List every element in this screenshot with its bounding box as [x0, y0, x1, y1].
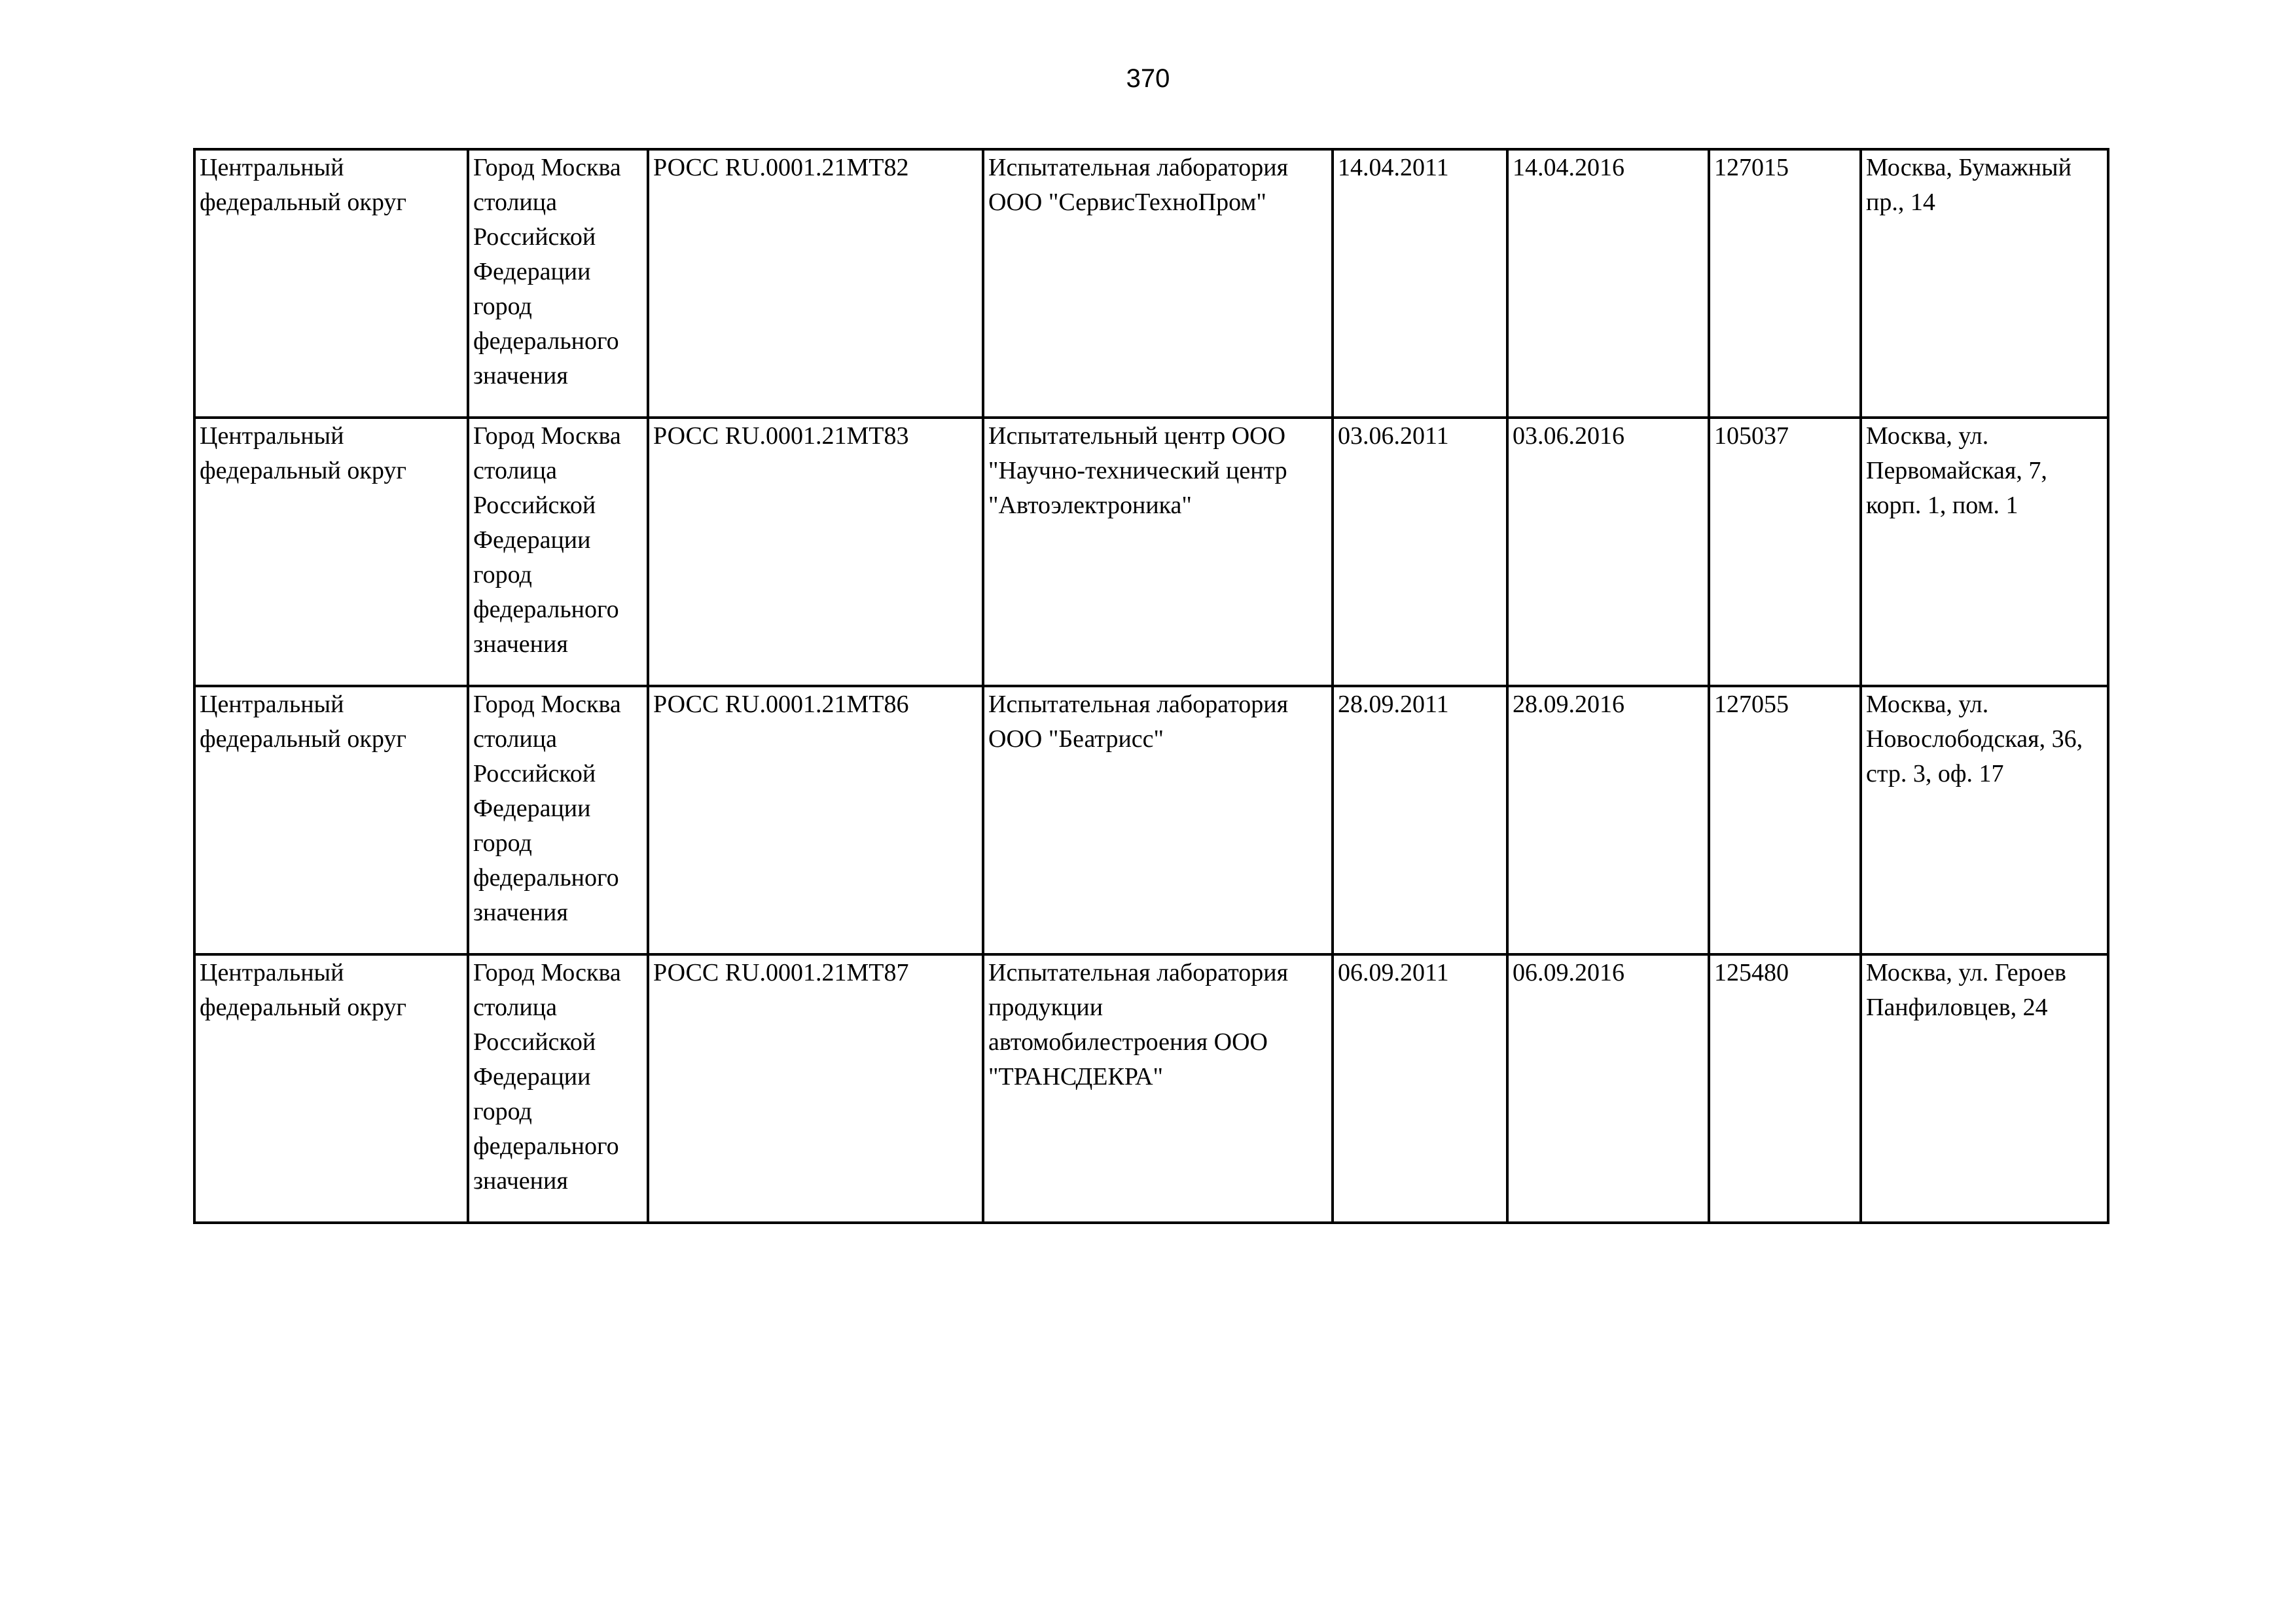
- date-end-cell: 03.06.2016: [1507, 418, 1709, 686]
- address-cell: Москва, ул. Новослободская, 36, стр. 3, оф. 17: [1861, 686, 2108, 954]
- district-cell: Центральный федеральный округ: [194, 418, 468, 686]
- cert-number-cell: РОСС RU.0001.21МТ83: [648, 418, 983, 686]
- registry-table: [193, 148, 2109, 1224]
- region-cell: Город Москва столица Российской Федерации город федерального значения: [468, 418, 648, 686]
- date-end-cell: 06.09.2016: [1507, 954, 1709, 1223]
- organization-cell: Испытательная лаборатория ООО "Беатрисс": [983, 686, 1333, 954]
- date-start-cell: 14.04.2011: [1333, 149, 1507, 418]
- postal-code-cell: 125480: [1709, 954, 1861, 1223]
- date-end-cell: 14.04.2016: [1507, 149, 1709, 418]
- region-cell: Город Москва столица Российской Федерации город федерального значения: [468, 954, 648, 1223]
- district-cell: Центральный федеральный округ: [194, 149, 468, 418]
- date-start-cell: 28.09.2011: [1333, 686, 1507, 954]
- table-row: [194, 418, 2108, 686]
- organization-cell: Испытательный центр ООО "Научно-технический центр "Автоэлектроника": [983, 418, 1333, 686]
- district-cell: Центральный федеральный округ: [194, 954, 468, 1223]
- district-cell: Центральный федеральный округ: [194, 686, 468, 954]
- address-cell: Москва, ул. Первомайская, 7, корп. 1, пом. 1: [1861, 418, 2108, 686]
- page-number: 370: [1126, 64, 1170, 93]
- region-cell: Город Москва столица Российской Федерации город федерального значения: [468, 149, 648, 418]
- table-row: [194, 686, 2108, 954]
- postal-code-cell: 127015: [1709, 149, 1861, 418]
- cert-number-cell: РОСС RU.0001.21МТ87: [648, 954, 983, 1223]
- cert-number-cell: РОСС RU.0001.21МТ86: [648, 686, 983, 954]
- cert-number-cell: РОСС RU.0001.21МТ82: [648, 149, 983, 418]
- postal-code-cell: 127055: [1709, 686, 1861, 954]
- address-cell: Москва, ул. Героев Панфиловцев, 24: [1861, 954, 2108, 1223]
- table-row: [194, 954, 2108, 1223]
- region-cell: Город Москва столица Российской Федерации город федерального значения: [468, 686, 648, 954]
- organization-cell: Испытательная лаборатория продукции автомобилестроения ООО "ТРАНСДЕКРА": [983, 954, 1333, 1223]
- address-cell: Москва, Бумажный пр., 14: [1861, 149, 2108, 418]
- date-end-cell: 28.09.2016: [1507, 686, 1709, 954]
- date-start-cell: 06.09.2011: [1333, 954, 1507, 1223]
- postal-code-cell: 105037: [1709, 418, 1861, 686]
- table-row: [194, 149, 2108, 418]
- organization-cell: Испытательная лаборатория ООО "СервисТехноПром": [983, 149, 1333, 418]
- date-start-cell: 03.06.2011: [1333, 418, 1507, 686]
